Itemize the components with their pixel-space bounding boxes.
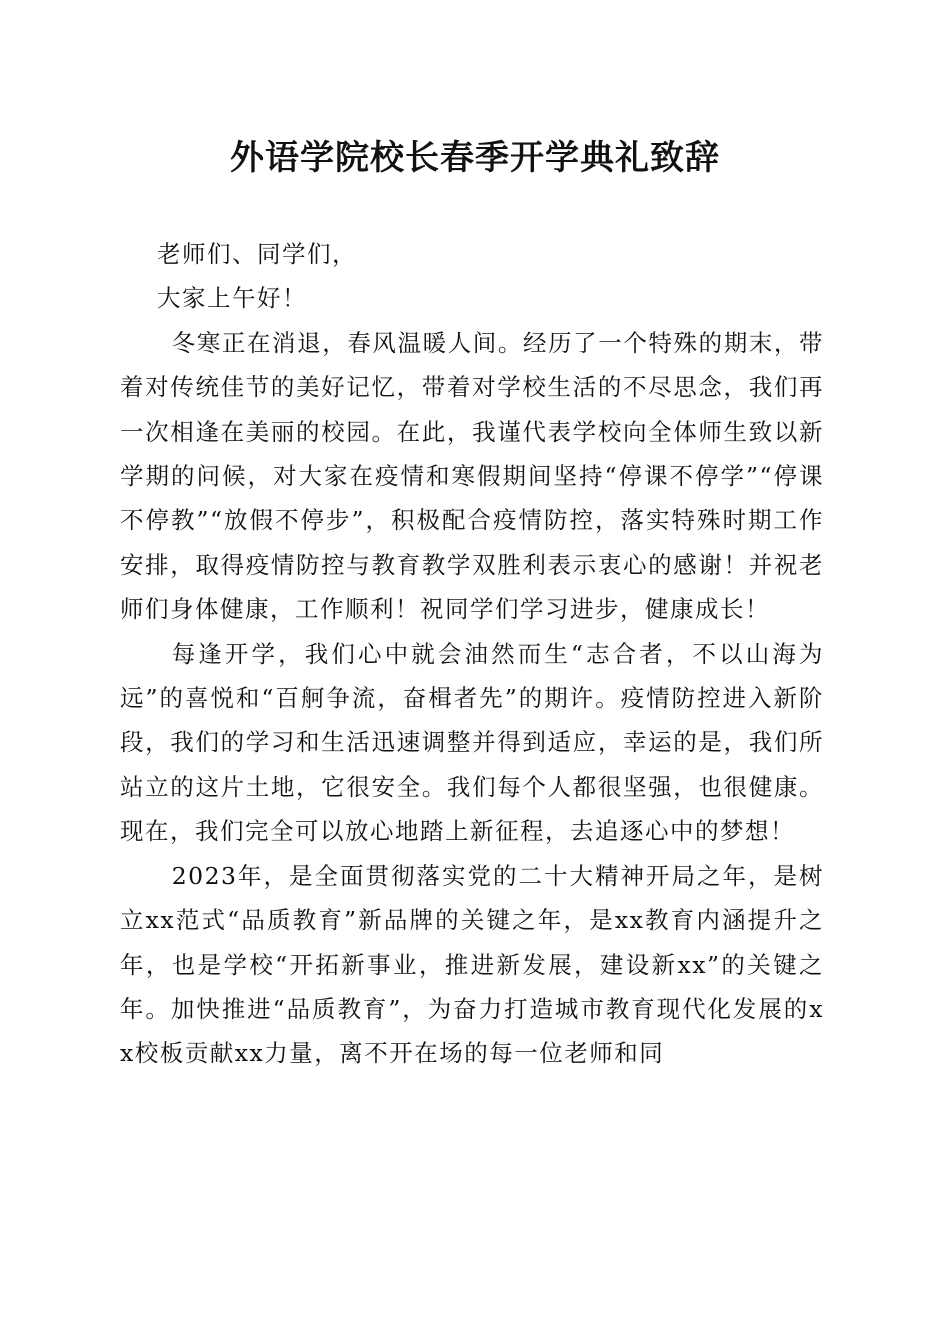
paragraph: 2023年，是全面贯彻落实党的二十大精神开局之年，是树立xx范式“品质教育”新品牌的关键之年，是xx教育内涵提升之年，也是学校“开拓新事业，推进新发展，建设新xx”的关键之年。加快推进“品质教育”，为奋力打造城市教育现代化发展的xx校板贡献xx力量，离不开在场的每一位老师和同 <box>120 861 824 1068</box>
paragraph: 冬寒正在消退，春风温暖人间。经历了一个特殊的期末，带着对传统佳节的美好记忆，带着对学校生活的不尽思念，我们再一次相逢在美丽的校园。在此，我谨代表学校向全体师生致以新学期的问候，对大家在疫情和寒假期间坚持“停课不停学”“停课不停教”“放假不停步”，积极配合疫情防控，落实特殊时期工作安排，取得疫情防控与教育教学双胜利表示衷心的感谢！并祝老师们身体健康，工作顺利！祝同学们学习进步，健康成长！ <box>120 328 824 624</box>
greeting-line: 老师们、同学们， <box>157 240 357 268</box>
page-title: 外语学院校长春季开学典礼致辞 <box>230 138 720 178</box>
salutation-line: 大家上午好！ <box>157 284 307 313</box>
paragraph: 每逢开学，我们心中就会油然而生“志合者，不以山海为远”的喜悦和“百舸争流，奋楫者先”的期许。疫情防控进入新阶段，我们的学习和生活迅速调整并得到适应，幸运的是，我们所站立的这片土地，它很安全。我们每个人都很坚强，也很健康。现在，我们完全可以放心地踏上新征程，去追逐心中的梦想！ <box>120 639 824 846</box>
document-body <box>120 232 824 1076</box>
